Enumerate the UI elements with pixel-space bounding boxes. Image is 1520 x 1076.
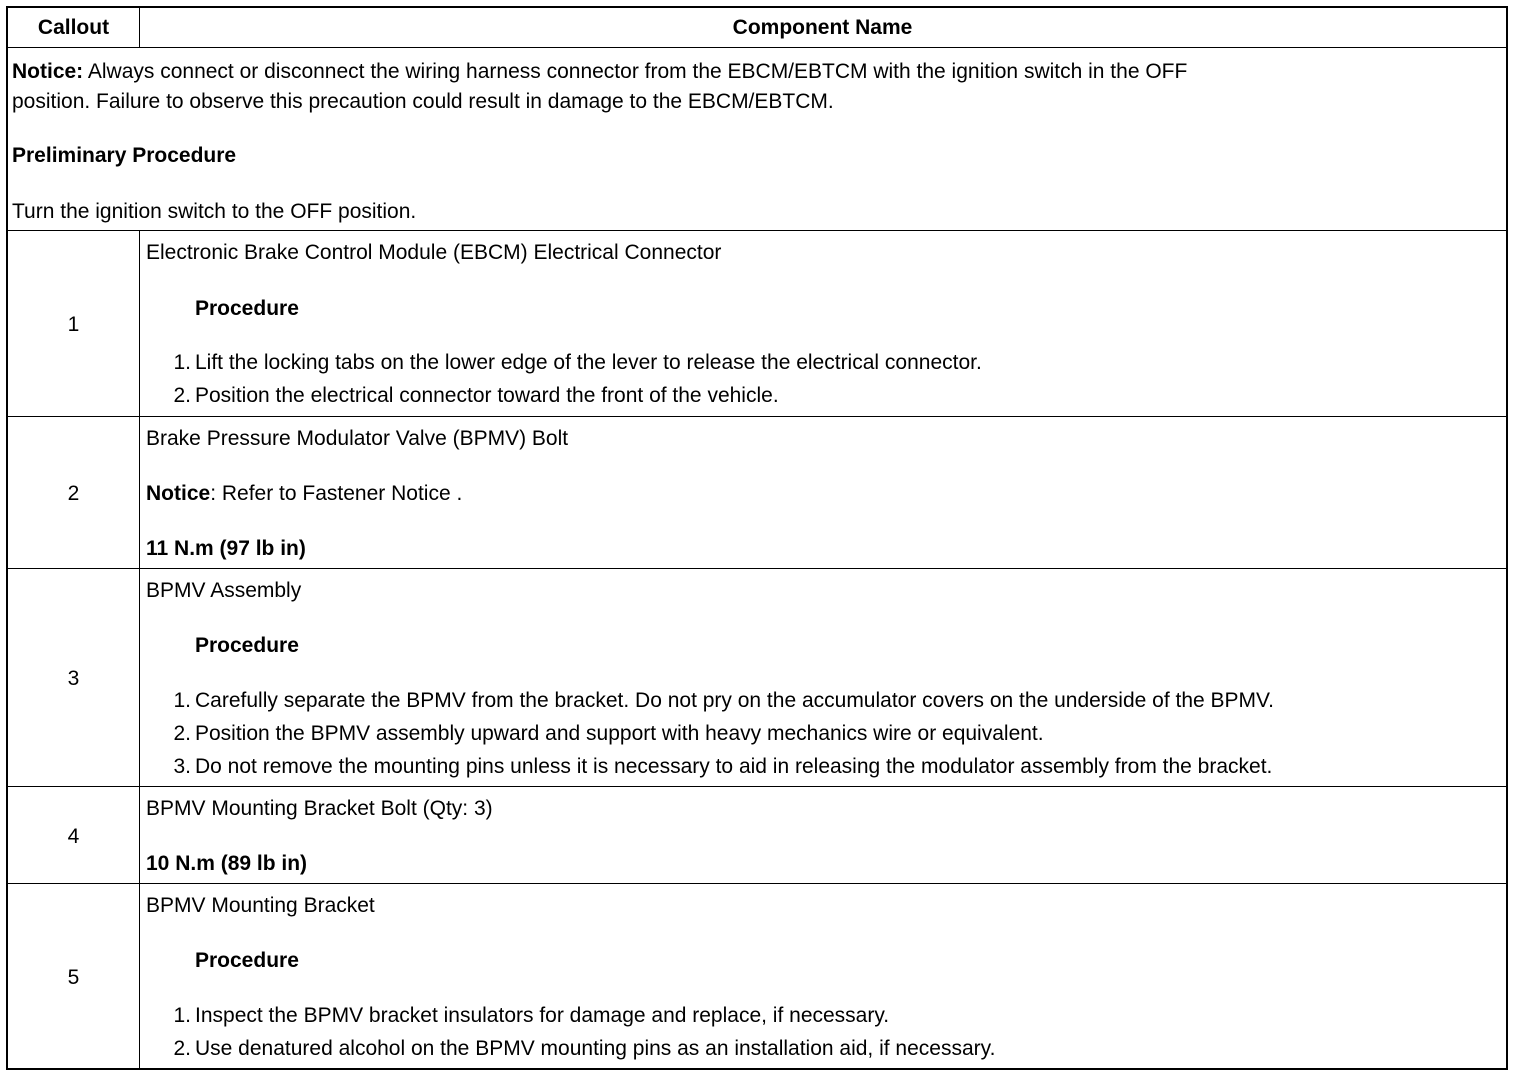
notice-label: Notice: (12, 60, 84, 83)
torque-spec: 10 N.m (89 lb in) (146, 852, 308, 875)
callout-number: 1 (67, 313, 80, 336)
header-callout: Callout (37, 16, 110, 39)
component-title: BPMV Mounting Bracket Bolt (Qty: 3) (146, 797, 493, 820)
header-component-name: Component Name (732, 16, 913, 39)
callout-number: 2 (67, 482, 80, 505)
column-divider (139, 883, 140, 1068)
callout-number: 3 (67, 667, 80, 690)
fastener-notice: Notice: Refer to Fastener Notice . (146, 482, 463, 505)
procedure-label: Procedure (195, 297, 299, 320)
component-table: Callout Component Name Notice: Always connect or disconnect the wiring harness connector from the EBCM/EBTCM with the ignition switch in the OFF position. Failure to observe this precaution could result in damage to the EBCM/EBTCM. Preliminary Procedure Turn the ignition switch to the OFF position. 1 Electronic Brake Control Module (EBCM) Electrical Connector Procedure 1. Lift the locking tabs on the lower edge of the lever to release the electrical connector. 2. Position the electrical connector toward the front of the vehicle. 2 Brake Pressure Modulator Valve (BPMV) Bolt Notice: Refer to Fastener Notice . 11 N.m (97 lb in) 3 BPMV Assembly Procedure 1. Carefully separate the BPMV from the bracket. Do not pry on the accumulator covers on the underside of the BPMV. 2. Position the BPMV assembly upward and support with heavy mechanics wire or equivalent. 3. Do not remove the mounting pins unless it is necessary to aid in releasing the modulator assembly from the bracket. 4 BPMV Mounting Bracket Bolt (Qty: 3) 10 N.m (89 lb in) 5 BPMV Mounting Bracket Procedure 1. Inspect the BPMV bracket insulators for damage and replace, if necessary. 2. Use denatured alcohol on the BPMV mounting pins as an installation aid, if necessary. (6, 6, 1508, 1070)
rule (8, 568, 1506, 569)
intro-notice-line2: position. Failure to observe this precaution could result in damage to the EBCM/EBTCM. (12, 90, 834, 113)
column-divider (139, 568, 140, 786)
rule (8, 883, 1506, 884)
callout-number: 4 (67, 825, 80, 848)
intro-notice-line1 (12, 60, 1187, 84)
notice-text: Always connect or disconnect the wiring harness connector from the EBCM/EBTCM with the ignition switch in the OFF (83, 60, 1188, 83)
rule (8, 230, 1506, 231)
column-divider (139, 786, 140, 883)
preliminary-text: Turn the ignition switch to the OFF position. (12, 200, 417, 223)
procedure-label: Procedure (195, 634, 299, 657)
header-divider (139, 8, 140, 47)
component-title: Brake Pressure Modulator Valve (BPMV) Bolt (146, 427, 569, 450)
torque-spec: 11 N.m (97 lb in) (146, 537, 306, 560)
rule (8, 47, 1506, 48)
component-title: BPMV Mounting Bracket (146, 894, 375, 917)
callout-number: 5 (67, 966, 80, 989)
column-divider (139, 416, 140, 568)
column-divider (139, 230, 140, 416)
rule (8, 416, 1506, 417)
component-title: BPMV Assembly (146, 579, 302, 602)
component-title: Electronic Brake Control Module (EBCM) Electrical Connector (146, 241, 722, 264)
rule (8, 786, 1506, 787)
preliminary-heading: Preliminary Procedure (12, 144, 237, 167)
procedure-label: Procedure (195, 949, 299, 972)
